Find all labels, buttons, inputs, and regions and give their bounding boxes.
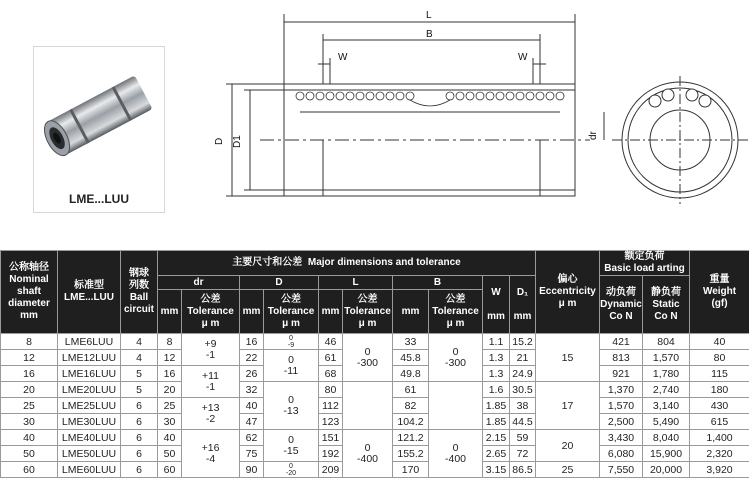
dr-mm-header: mm — [158, 290, 182, 334]
table-cell: 86.5 — [510, 462, 536, 478]
table-cell: 6,080 — [600, 446, 643, 462]
table-cell: 60 — [158, 462, 182, 478]
col-dr-header: dr — [158, 276, 240, 290]
table-cell: 8,040 — [643, 430, 690, 446]
dim-D-label: D — [214, 137, 225, 145]
table-cell: 25 — [158, 398, 182, 414]
table-cell: 151 — [319, 430, 343, 446]
table-cell: 3.15 — [483, 462, 510, 478]
table-cell: 21 — [510, 350, 536, 366]
table-cell: 22 — [240, 350, 264, 366]
table-cell: LME30LUU — [58, 414, 121, 430]
header-text: -400 — [444, 452, 466, 465]
table-cell: 45.8 — [393, 350, 429, 366]
table-cell: 59 — [510, 430, 536, 446]
header-text: -13 — [283, 404, 299, 417]
header-text: Co N — [609, 310, 633, 322]
L-mm-header: mm — [319, 290, 343, 334]
dim-W-left-label: W — [338, 52, 348, 63]
table-cell: 123 — [319, 414, 343, 430]
table-cell: 60 — [1, 462, 58, 478]
table-cell: 180 — [690, 382, 749, 398]
header-text: Tolerance — [267, 305, 315, 317]
table-cell: 33 — [393, 334, 429, 350]
header-text: -15 — [283, 444, 299, 457]
header-text: Co N — [654, 310, 678, 322]
header-text: 公差 — [357, 293, 378, 305]
table-cell: LME60LUU — [58, 462, 121, 478]
header-text: LME...LUU — [64, 292, 114, 303]
header-text: μ m — [558, 298, 577, 309]
table-cell: 12 — [1, 350, 58, 366]
table-cell: LME20LUU — [58, 382, 121, 398]
col-weight-header — [690, 251, 749, 334]
header-text: 0 — [288, 433, 294, 446]
table-cell: LME25LUU — [58, 398, 121, 414]
table-cell: 80 — [319, 382, 343, 398]
header-text: Major dimensions and tolerance — [307, 257, 461, 268]
header-text: 公差 — [281, 293, 301, 305]
header-text: 公称轴径 — [9, 262, 49, 273]
table-cell: 1,570 — [643, 350, 690, 366]
header-text: Tolerance — [187, 305, 234, 317]
table-cell: 30.5 — [510, 382, 536, 398]
header-text: Weight — [702, 286, 737, 297]
table-cell: 170 — [393, 462, 429, 478]
table-cell: 3,920 — [690, 462, 749, 478]
table-cell: 38 — [510, 398, 536, 414]
header-text: 钢球 — [129, 268, 149, 279]
table-cell: 2,500 — [600, 414, 643, 430]
col-dynamic-header — [600, 276, 643, 334]
col-W-header — [483, 276, 510, 334]
table-cell: 5 — [121, 382, 158, 398]
table-cell: 68 — [319, 366, 343, 382]
table-cell: 1.6 — [483, 382, 510, 398]
D-mm-header: mm — [240, 290, 264, 334]
L-tol-header — [343, 290, 393, 334]
table-cell: 8 — [1, 334, 58, 350]
table-cell: 30 — [1, 414, 58, 430]
header-text: 0 — [364, 345, 371, 358]
L-tolerance — [343, 382, 393, 430]
table-cell: 2.65 — [483, 446, 510, 462]
dr-tolerance — [182, 430, 240, 478]
B-mm-header: mm — [393, 290, 429, 334]
spec-table — [0, 250, 749, 478]
eccentricity: 15 — [536, 334, 600, 382]
header-text: -20 — [285, 469, 297, 477]
col-model-header — [58, 251, 121, 334]
D-tolerance — [264, 334, 319, 350]
table-cell: 2,740 — [643, 382, 690, 398]
table-cell: 1.1 — [483, 334, 510, 350]
table-cell: 1.85 — [483, 398, 510, 414]
eccentricity: 25 — [536, 462, 600, 478]
load-rating-header — [600, 251, 690, 276]
col-shaft-header — [1, 251, 58, 334]
col-D-header: D — [240, 276, 319, 290]
table-cell: 32 — [240, 382, 264, 398]
table-cell: LME50LUU — [58, 446, 121, 462]
header-text: 公差 — [445, 293, 466, 305]
table-cell: 16 — [240, 334, 264, 350]
col-D1-header — [510, 276, 536, 334]
B-tolerance — [429, 382, 483, 430]
header-text: 0 — [452, 441, 459, 454]
table-cell: 61 — [393, 382, 429, 398]
header-text: Ball — [129, 292, 149, 303]
table-cell: 6 — [121, 446, 158, 462]
table-cell: 6 — [121, 430, 158, 446]
col-eccentricity-header — [536, 251, 600, 334]
table-cell: 1,570 — [600, 398, 643, 414]
eccentricity: 17 — [536, 382, 600, 430]
col-static-header — [643, 276, 690, 334]
product-drawing-area — [0, 0, 749, 228]
table-cell: 3,140 — [643, 398, 690, 414]
table-cell: 20 — [158, 382, 182, 398]
header-text: Tolerance — [344, 305, 391, 317]
table-cell: 5 — [121, 366, 158, 382]
L-tolerance — [343, 334, 393, 382]
dr-tolerance — [182, 334, 240, 366]
table-cell: 15,900 — [643, 446, 690, 462]
eccentricity: 20 — [536, 430, 600, 462]
header-text: +13 — [201, 401, 220, 414]
table-cell: 192 — [319, 446, 343, 462]
table-cell: 62 — [240, 430, 264, 446]
col-L-header: L — [319, 276, 393, 290]
table-cell: 49.8 — [393, 366, 429, 382]
major-dimensions-header — [158, 251, 536, 276]
table-cell: 16 — [1, 366, 58, 382]
table-cell: 813 — [600, 350, 643, 366]
table-cell: 90 — [240, 462, 264, 478]
header-text: Eccentricity — [539, 286, 596, 297]
table-cell: 30 — [158, 414, 182, 430]
header-text: +11 — [201, 369, 220, 382]
header-text: Tolerance — [432, 305, 479, 317]
table-cell: 12 — [158, 350, 182, 366]
header-text: μ m — [282, 317, 300, 329]
D-tolerance — [264, 430, 319, 462]
table-cell: 75 — [240, 446, 264, 462]
table-cell: 50 — [158, 446, 182, 462]
L-tolerance — [343, 430, 393, 478]
header-text: -300 — [356, 356, 378, 369]
table-cell: 1,780 — [643, 366, 690, 382]
dim-W-right-label: W — [518, 52, 528, 63]
table-cell: 209 — [319, 462, 343, 478]
header-text: 公差 — [200, 293, 221, 305]
table-cell: 6 — [121, 414, 158, 430]
header-text: 主要尺寸和公差 — [232, 257, 303, 268]
product-photo — [33, 46, 165, 213]
header-text: 偏心 — [557, 274, 578, 285]
table-cell: 4 — [121, 350, 158, 366]
header-text: +16 — [201, 441, 220, 454]
table-cell: 82 — [393, 398, 429, 414]
header-text: 额定负荷 — [624, 251, 665, 262]
table-cell: 115 — [690, 366, 749, 382]
table-cell: 2,320 — [690, 446, 749, 462]
header-text: 标准型 — [74, 280, 104, 291]
dr-tolerance — [182, 366, 240, 398]
header-text: 0 — [288, 393, 294, 406]
table-cell: 1.3 — [483, 366, 510, 382]
bearing-image — [34, 47, 164, 177]
table-cell: 25 — [1, 398, 58, 414]
table-cell: 26 — [240, 366, 264, 382]
B-tolerance — [429, 334, 483, 382]
B-tolerance — [429, 430, 483, 478]
table-cell: 1.3 — [483, 350, 510, 366]
D-tolerance — [264, 462, 319, 478]
table-cell: 104.2 — [393, 414, 429, 430]
table-cell: 5,490 — [643, 414, 690, 430]
header-text: circuit — [123, 304, 154, 315]
table-cell: 50 — [1, 446, 58, 462]
table-cell: 7,550 — [600, 462, 643, 478]
table-cell: 804 — [643, 334, 690, 350]
table-cell: 40 — [690, 334, 749, 350]
table-cell: 615 — [690, 414, 749, 430]
header-text: -4 — [205, 452, 216, 465]
table-cell: 20 — [1, 382, 58, 398]
D-tolerance — [264, 350, 319, 382]
table-cell: 112 — [319, 398, 343, 414]
table-cell: 430 — [690, 398, 749, 414]
header-text: -9 — [287, 341, 295, 349]
table-cell: 20,000 — [643, 462, 690, 478]
header-text: 0 — [289, 462, 293, 470]
header-text: μ m — [446, 317, 465, 329]
dim-dr-label: dr — [588, 131, 599, 140]
header-text: μ m — [201, 317, 220, 329]
table-cell: 24.9 — [510, 366, 536, 382]
dim-B-label: B — [426, 29, 433, 40]
header-text: 列数 — [129, 280, 149, 291]
header-text: +9 — [204, 337, 217, 350]
B-tol-header — [429, 290, 483, 334]
table-cell: 3,430 — [600, 430, 643, 446]
table-cell: 6 — [121, 398, 158, 414]
table-cell: 72 — [510, 446, 536, 462]
header-text: diameter — [8, 298, 50, 309]
table-cell: 4 — [121, 334, 158, 350]
table-cell: 15.2 — [510, 334, 536, 350]
table-cell: 1,400 — [690, 430, 749, 446]
table-cell: 40 — [158, 430, 182, 446]
table-cell: LME6LUU — [58, 334, 121, 350]
header-text: Basic load arting — [604, 263, 685, 274]
table-row — [1, 382, 749, 398]
dr-tolerance — [182, 398, 240, 430]
table-cell: LME12LUU — [58, 350, 121, 366]
table-cell: 921 — [600, 366, 643, 382]
table-cell: 421 — [600, 334, 643, 350]
table-cell: 8 — [158, 334, 182, 350]
header-text: -1 — [205, 380, 216, 393]
table-cell: 2.15 — [483, 430, 510, 446]
table-cell: 1,370 — [600, 382, 643, 398]
header-text: -300 — [444, 356, 466, 369]
dr-tol-header — [182, 290, 240, 334]
table-cell: 1.85 — [483, 414, 510, 430]
header-text: mm — [513, 310, 532, 322]
header-text: 重量 — [709, 274, 730, 285]
header-text: Static — [652, 298, 680, 310]
table-row — [1, 334, 749, 350]
table-cell: LME16LUU — [58, 366, 121, 382]
col-B-header: B — [393, 276, 483, 290]
header-text: W — [491, 286, 501, 298]
table-cell: 61 — [319, 350, 343, 366]
table-cell: 16 — [158, 366, 182, 382]
header-text: -400 — [356, 452, 378, 465]
col-ball-header — [121, 251, 158, 334]
header-text: mm — [20, 310, 38, 321]
table-cell: 44.5 — [510, 414, 536, 430]
technical-drawing — [200, 0, 749, 228]
header-text: Nominal — [9, 274, 49, 285]
header-text: D₁ — [516, 286, 529, 298]
dim-L-label: L — [426, 10, 432, 21]
header-text: 动负荷 — [606, 286, 636, 298]
table-row — [1, 430, 749, 446]
product-label: LME...LUU — [69, 192, 129, 206]
header-text: -11 — [283, 364, 299, 377]
header-text: -1 — [205, 348, 216, 361]
table-cell: 40 — [240, 398, 264, 414]
table-cell: 80 — [690, 350, 749, 366]
table-cell: LME40LUU — [58, 430, 121, 446]
header-text: 0 — [288, 353, 294, 366]
header-text: 0 — [452, 345, 459, 358]
dim-D1-label: D1 — [232, 135, 243, 148]
table-cell: 46 — [319, 334, 343, 350]
table-cell: 40 — [1, 430, 58, 446]
header-text: -2 — [205, 412, 216, 425]
D-tol-header — [264, 290, 319, 334]
table-cell: 155.2 — [393, 446, 429, 462]
header-text: 静负荷 — [651, 286, 681, 298]
table-cell: 47 — [240, 414, 264, 430]
header-text: (gf) — [711, 298, 728, 309]
table-cell: 121.2 — [393, 430, 429, 446]
header-text: Dynamic — [600, 298, 642, 310]
header-text: 0 — [289, 334, 293, 342]
header-text: shaft — [17, 286, 41, 297]
D-tolerance — [264, 382, 319, 430]
header-text: mm — [487, 310, 505, 322]
header-text: 0 — [364, 441, 371, 454]
header-text: μ m — [358, 317, 377, 329]
table-cell: 6 — [121, 462, 158, 478]
